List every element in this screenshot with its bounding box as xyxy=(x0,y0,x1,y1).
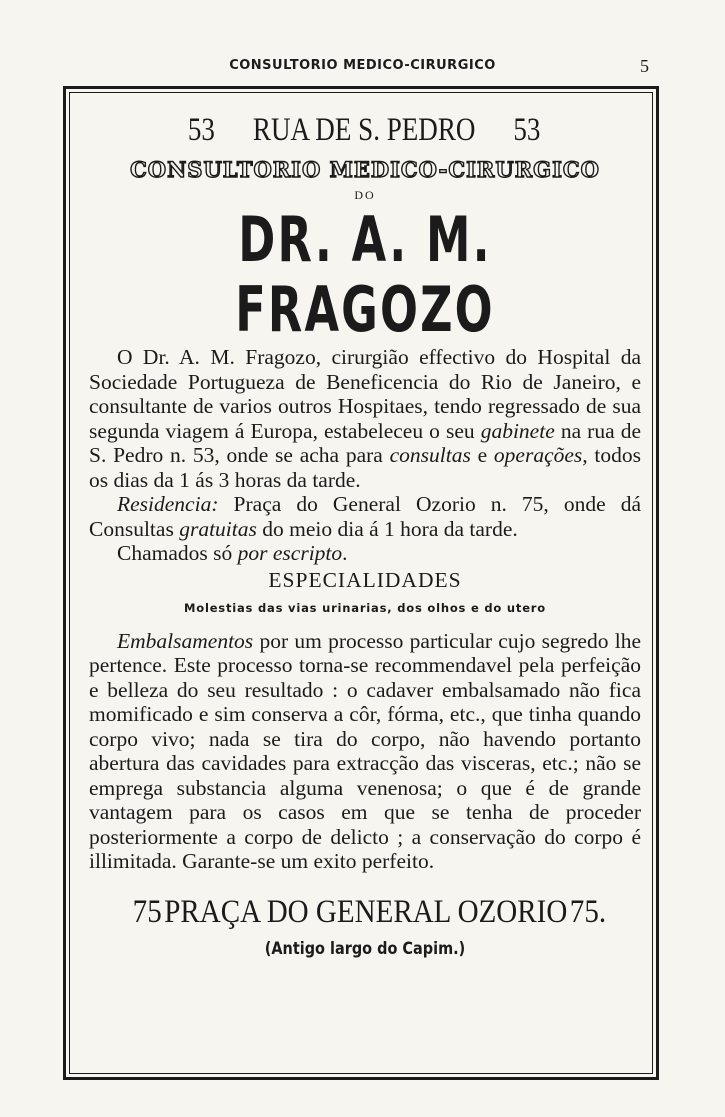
residence-text-1: Praça do General Ozorio n. 75, onde dá Consultas xyxy=(89,492,641,541)
address-number-right: 53 xyxy=(513,112,541,148)
residence-label: Residencia: xyxy=(117,492,219,516)
chamados-paragraph xyxy=(89,541,641,566)
address-bottom-street: PRAÇA DO GENERAL OZORIO xyxy=(164,893,568,930)
address-top xyxy=(139,112,592,149)
consultorio-heading: CONSULTORIO MEDICO-CIRURGICO xyxy=(130,157,600,182)
embalsamentos-paragraph xyxy=(89,629,641,874)
advertisement-body xyxy=(89,112,641,959)
chamados-text-1: Chamados só xyxy=(117,541,238,565)
operacoes-word: operações, xyxy=(493,443,588,467)
address-street: RUA DE S. PEDRO xyxy=(252,112,476,148)
address-bottom-number-right: 75. xyxy=(569,893,607,930)
por-escripto-word: por escripto xyxy=(237,541,343,565)
intro-text-4: todos os dias da 1 ás 3 horas da tarde. xyxy=(89,443,642,492)
antigo-note: (Antigo largo do Capim.) xyxy=(264,938,466,959)
consultas-word: consultas xyxy=(389,443,471,467)
running-head: CONSULTORIO MEDICO-CIRURGICO xyxy=(229,58,496,73)
gratuitas-word: gratuitas xyxy=(179,516,257,541)
address-bottom-number-left: 75 xyxy=(132,893,162,930)
address-bottom xyxy=(122,894,608,931)
doctor-name: DR. A. M. FRAGOZO xyxy=(235,203,495,346)
intro-paragraph xyxy=(89,345,641,492)
residence-text-2: do meio dia á 1 hora da tarde. xyxy=(256,516,518,541)
spacer xyxy=(89,874,641,894)
address-number-left: 53 xyxy=(187,112,215,148)
embalsamentos-text: por um processo particular cujo segredo lhe pertence. Este processo torna-se recommendavel pela perfeição e belleza do seu resultado : o cadaver embalsamado não fica momificado e sim conserva a côr, fórma, etc., que tinha quando corpo vivo; nada se tira do corpo, não havendo portanto abertura das cavidades para extracção das visceras, etc.; não se emprega substancia alguma venenosa; o que é de grande vantagem para os casos em que se tenha de proceder posteriormente a corpo de delicto ; a conservação do corpo é illimitada. Garante-se um exito perfeito. xyxy=(89,628,641,873)
especialidades-heading: ESPECIALIDADES xyxy=(268,567,462,592)
molestias-line: Molestias das vias urinarias, dos olhos e do utero xyxy=(184,600,546,615)
residence-paragraph xyxy=(89,492,641,541)
do-connector: DO xyxy=(354,188,376,202)
intro-text-2: na rua de S. Pedro n. 53, onde se acha para xyxy=(89,418,641,467)
page-number: 5 xyxy=(640,56,649,76)
intro-text-1: O Dr. A. M. Fragozo, cirurgião effectivo do Hospital da Sociedade Portugueza de Beneficencia do Rio de Janeiro, e consultante de varios outros Hospitaes, tendo regressado de sua segunda viagem á Europa, estabeleceu o seu xyxy=(89,345,641,443)
gabinete-word: gabinete xyxy=(480,418,555,443)
chamados-text-2: . xyxy=(342,541,348,565)
embalsamentos-label: Embalsamentos xyxy=(117,628,254,653)
intro-text-3: e xyxy=(470,443,494,467)
